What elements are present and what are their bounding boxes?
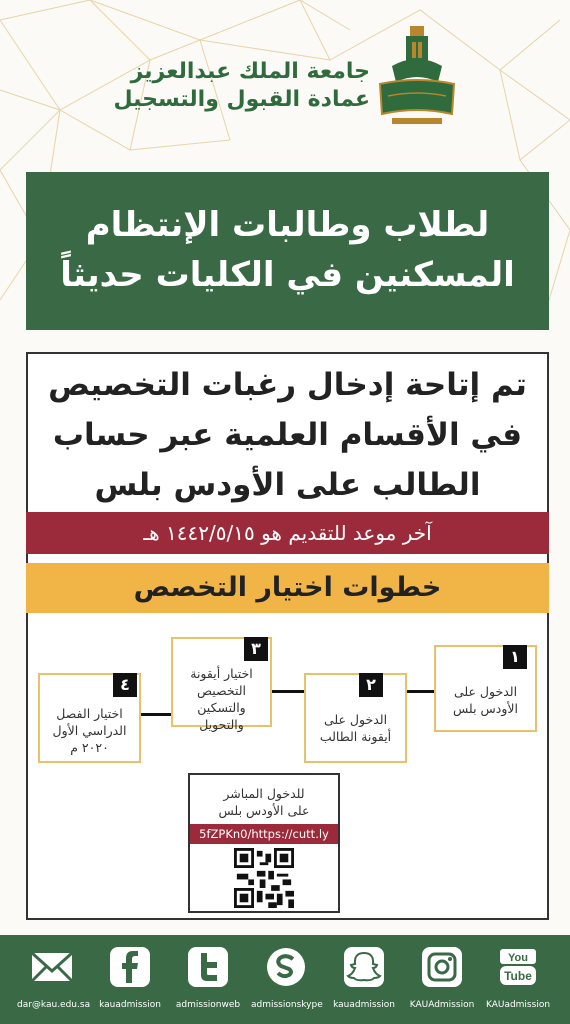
step-1-line-1: الدخول على — [453, 684, 518, 699]
step-1 — [434, 645, 537, 732]
direct-access-box — [188, 773, 340, 913]
banner-line-1: لطلاب وطالبات الإنتظام — [85, 205, 490, 245]
facebook-icon — [108, 945, 152, 989]
header — [0, 0, 570, 160]
step-4-line-1: اختيار الفصل — [56, 706, 123, 721]
announcement-headline — [28, 360, 547, 510]
footer-label-twitter: admissionweb — [175, 1000, 241, 1010]
direct-access-url[interactable]: 5fZPKn0/https://cutt.ly — [190, 824, 338, 844]
youtube-icon — [496, 945, 540, 989]
footer-label-facebook: kauadmission — [99, 1000, 161, 1010]
footer-label-skype: admissionskype — [251, 1000, 323, 1010]
target-audience-banner — [26, 172, 549, 330]
step-3-line-3: والتسكين والتحويل — [197, 700, 246, 732]
footer-item-twitter[interactable] — [173, 945, 243, 1011]
step-3-line-1: اختيار أيقونة — [190, 666, 253, 681]
footer-item-skype[interactable] — [251, 945, 321, 1011]
social-footer — [0, 935, 570, 1024]
step-4-line-3: ٢٠٢٠ م — [70, 740, 109, 755]
footer-label-instagram: KAUAdmission — [409, 1000, 475, 1010]
snapchat-icon — [342, 945, 386, 989]
steps-title: خطوات اختيار التخصص — [26, 563, 549, 613]
qr-code[interactable] — [234, 848, 294, 908]
deadline-bar: آخر موعد للتقديم هو ١٤٤٢/٥/١٥ هـ — [26, 512, 549, 554]
step-number-2: ٢ — [359, 673, 383, 697]
step-number-3: ٣ — [244, 637, 268, 661]
footer-label-email: dar@kau.edu.sa — [17, 1000, 91, 1010]
instagram-icon — [420, 945, 464, 989]
university-title — [114, 58, 370, 114]
step-2-line-1: الدخول على — [323, 712, 388, 727]
step-2 — [304, 673, 407, 763]
step-number-4: ٤ — [113, 673, 137, 697]
direct-access-line-1: للدخول المباشر — [223, 786, 305, 801]
svg-text:Tube: Tube — [504, 969, 532, 983]
footer-item-email[interactable] — [17, 945, 91, 1011]
university-logo — [372, 22, 462, 132]
step-number-1: ١ — [503, 645, 527, 669]
twitter-icon — [186, 945, 230, 989]
step-3-line-2: التخصيص — [196, 683, 247, 698]
step-1-line-2: الأودس بلس — [453, 701, 518, 716]
announcement-line-1: تم إتاحة إدخال رغبات التخصيص — [48, 367, 527, 403]
connector-2-1 — [405, 690, 435, 693]
footer-item-instagram[interactable] — [407, 945, 477, 1011]
step-3 — [171, 637, 272, 732]
announcement-line-3: الطالب على الأودس بلس — [94, 467, 481, 503]
step-2-line-2: أيقونة الطالب — [319, 729, 392, 744]
skype-icon — [264, 945, 308, 989]
direct-access-line-2: على الأودس بلس — [218, 803, 310, 818]
university-name: جامعة الملك عبدالعزيز — [130, 59, 370, 84]
announcement-line-2: في الأقسام العلمية عبر حساب — [52, 417, 523, 453]
banner-line-2: المسكنين في الكليات حديثاً — [60, 255, 515, 295]
footer-item-youtube[interactable] — [483, 945, 553, 1011]
step-4 — [38, 673, 141, 763]
footer-label-youtube: KAUadmission — [485, 1000, 551, 1010]
step-4-line-2: الدراسي الأول — [52, 723, 127, 738]
connector-3-2 — [270, 690, 306, 693]
footer-item-facebook[interactable] — [95, 945, 165, 1011]
deanship-name: عمادة القبول والتسجيل — [113, 87, 370, 112]
footer-label-snapchat: kauadmission — [333, 1000, 395, 1010]
connector-4-3 — [140, 713, 172, 716]
svg-text:You: You — [508, 952, 528, 964]
mail-icon — [30, 945, 74, 989]
footer-item-snapchat[interactable] — [329, 945, 399, 1011]
